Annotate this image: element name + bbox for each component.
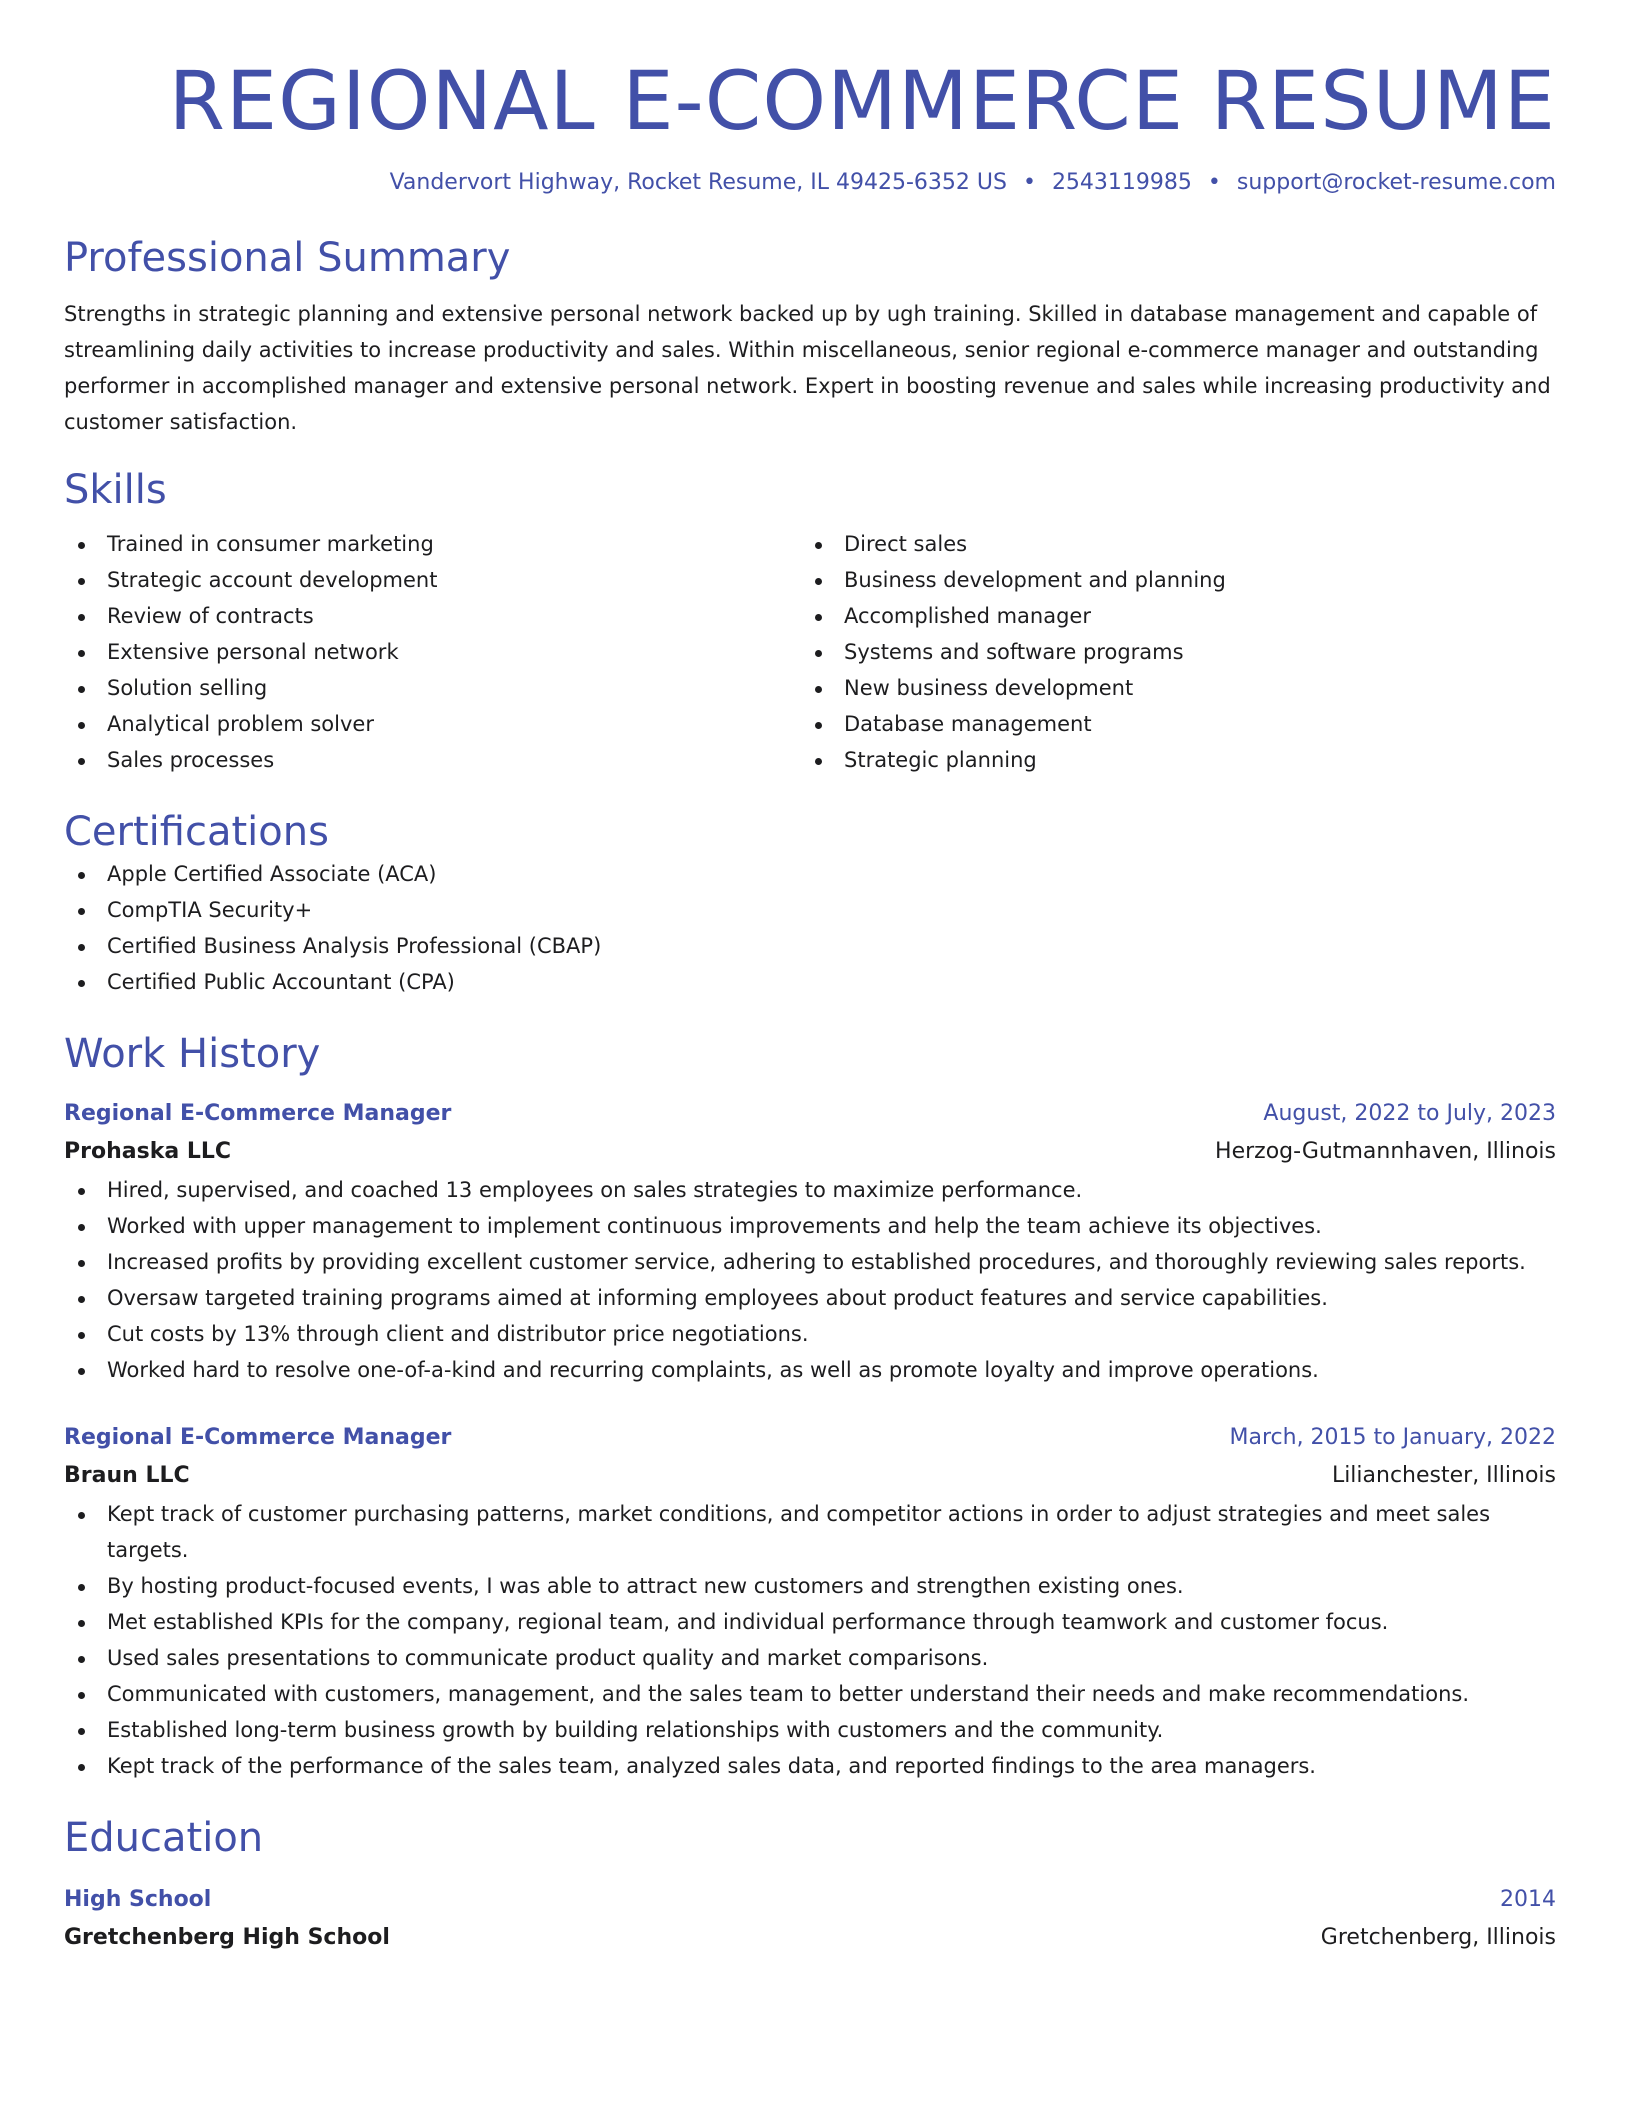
certifications-list [64, 856, 1556, 1000]
skills-heading: Skills [64, 467, 167, 513]
job-company-row [64, 1132, 1556, 1172]
skill-item: Accomplished manager [801, 598, 1538, 634]
education-school-row [64, 1918, 1556, 1958]
job-bullet: Communicated with customers, management, and the sales team to better understand their needs and make recommendations. [64, 1676, 1556, 1712]
certification-item: CompTIA Security+ [64, 892, 1556, 928]
job-bullet: By hosting product-focused events, I was able to attract new customers and strengthen existing ones. [64, 1568, 1556, 1604]
skills-right-list [801, 526, 1538, 778]
skill-item: Strategic account development [64, 562, 801, 598]
certification-item: Certified Public Accountant (CPA) [64, 964, 1556, 1000]
contact-phone: 2543119985 [1051, 170, 1192, 195]
resume-page [64, 0, 1556, 1958]
job-location: Lilianchester, Illinois [1331, 1463, 1556, 1488]
job-header-row [64, 1420, 1556, 1456]
skill-item: Database management [801, 706, 1538, 742]
contact-address: Vandervort Highway, Rocket Resume, IL 49425-6352 US [389, 170, 1007, 195]
skill-item: Strategic planning [801, 742, 1538, 778]
job-bullet: Oversaw targeted training programs aimed at informing employees about product features and service capabilities. [64, 1280, 1556, 1316]
job-bullet: Cut costs by 13% through client and distributor price negotiations. [64, 1316, 1556, 1352]
work-history-heading: Work History [64, 1031, 321, 1077]
skill-item: New business development [801, 670, 1538, 706]
job-bullet: Kept track of customer purchasing patterns, market conditions, and competitor actions in order to adjust strategies and meet sales targets. [64, 1496, 1556, 1568]
skill-item: Trained in consumer marketing [64, 526, 801, 562]
job-bullet: Met established KPIs for the company, regional team, and individual performance through teamwork and customer focus. [64, 1604, 1556, 1640]
certifications-heading: Certifications [64, 809, 329, 855]
education-entry [64, 1882, 1556, 1958]
skill-item: Systems and software programs [801, 634, 1538, 670]
education-location: Gretchenberg, Illinois [1320, 1925, 1556, 1950]
contact-line [64, 168, 1556, 198]
job-bullet: Increased profits by providing excellent customer service, adhering to established procedures, and thoroughly reviewing sales reports. [64, 1244, 1556, 1280]
job-entry [64, 1096, 1556, 1388]
job-title: Regional E-Commerce Manager [64, 1101, 452, 1126]
education-year: 2014 [1500, 1887, 1556, 1912]
job-location: Herzog-Gutmannhaven, Illinois [1215, 1139, 1556, 1164]
skill-item: Sales processes [64, 742, 801, 778]
job-bullet: Kept track of the performance of the sales team, analyzed sales data, and reported findings to the area managers. [64, 1748, 1556, 1784]
certification-item: Apple Certified Associate (ACA) [64, 856, 1556, 892]
job-header-row [64, 1096, 1556, 1132]
contact-separator: • [1022, 170, 1036, 195]
skill-item: Business development and planning [801, 562, 1538, 598]
job-entry [64, 1420, 1556, 1784]
job-company-row [64, 1456, 1556, 1496]
education-degree: High School [64, 1887, 212, 1912]
job-bullet-list [64, 1496, 1556, 1784]
certification-item: Certified Business Analysis Professional (CBAP) [64, 928, 1556, 964]
education-heading: Education [64, 1815, 264, 1861]
skill-item: Extensive personal network [64, 634, 801, 670]
contact-separator: • [1207, 170, 1221, 195]
education-school: Gretchenberg High School [64, 1925, 390, 1950]
job-bullet: Established long-term business growth by building relationships with customers and the community. [64, 1712, 1556, 1748]
job-bullet: Hired, supervised, and coached 13 employees on sales strategies to maximize performance. [64, 1172, 1556, 1208]
job-dates: March, 2015 to January, 2022 [1229, 1425, 1556, 1450]
summary-text: Strengths in strategic planning and extensive personal network backed up by ugh training. Skilled in database management and capable of streamlining daily activities to increase productivity and sales. Within miscellaneous, senior regional e-commerce manager and outstanding performer in accomplished manager and extensive personal network. Expert in boosting revenue and sales while increasing productivity and customer satisfaction. [64, 302, 1551, 434]
skill-item: Analytical problem solver [64, 706, 801, 742]
job-dates: August, 2022 to July, 2023 [1263, 1101, 1556, 1126]
skills-left-list [64, 526, 801, 778]
skill-item: Solution selling [64, 670, 801, 706]
summary-heading: Professional Summary [64, 235, 511, 281]
job-bullet-list [64, 1172, 1556, 1388]
skill-item: Direct sales [801, 526, 1538, 562]
skill-item: Review of contracts [64, 598, 801, 634]
job-bullet: Worked with upper management to implement continuous improvements and help the team achieve its objectives. [64, 1208, 1556, 1244]
job-title: Regional E-Commerce Manager [64, 1425, 452, 1450]
skills-grid [64, 526, 1556, 778]
job-company: Braun LLC [64, 1463, 190, 1488]
resume-title: REGIONAL E-COMMERCE RESUME [168, 55, 1556, 149]
job-bullet: Used sales presentations to communicate product quality and market comparisons. [64, 1640, 1556, 1676]
contact-email[interactable]: support@rocket-resume.com [1236, 170, 1556, 195]
job-bullet: Worked hard to resolve one-of-a-kind and recurring complaints, as well as promote loyalty and improve operations. [64, 1352, 1556, 1388]
education-header-row [64, 1882, 1556, 1918]
job-company: Prohaska LLC [64, 1139, 232, 1164]
